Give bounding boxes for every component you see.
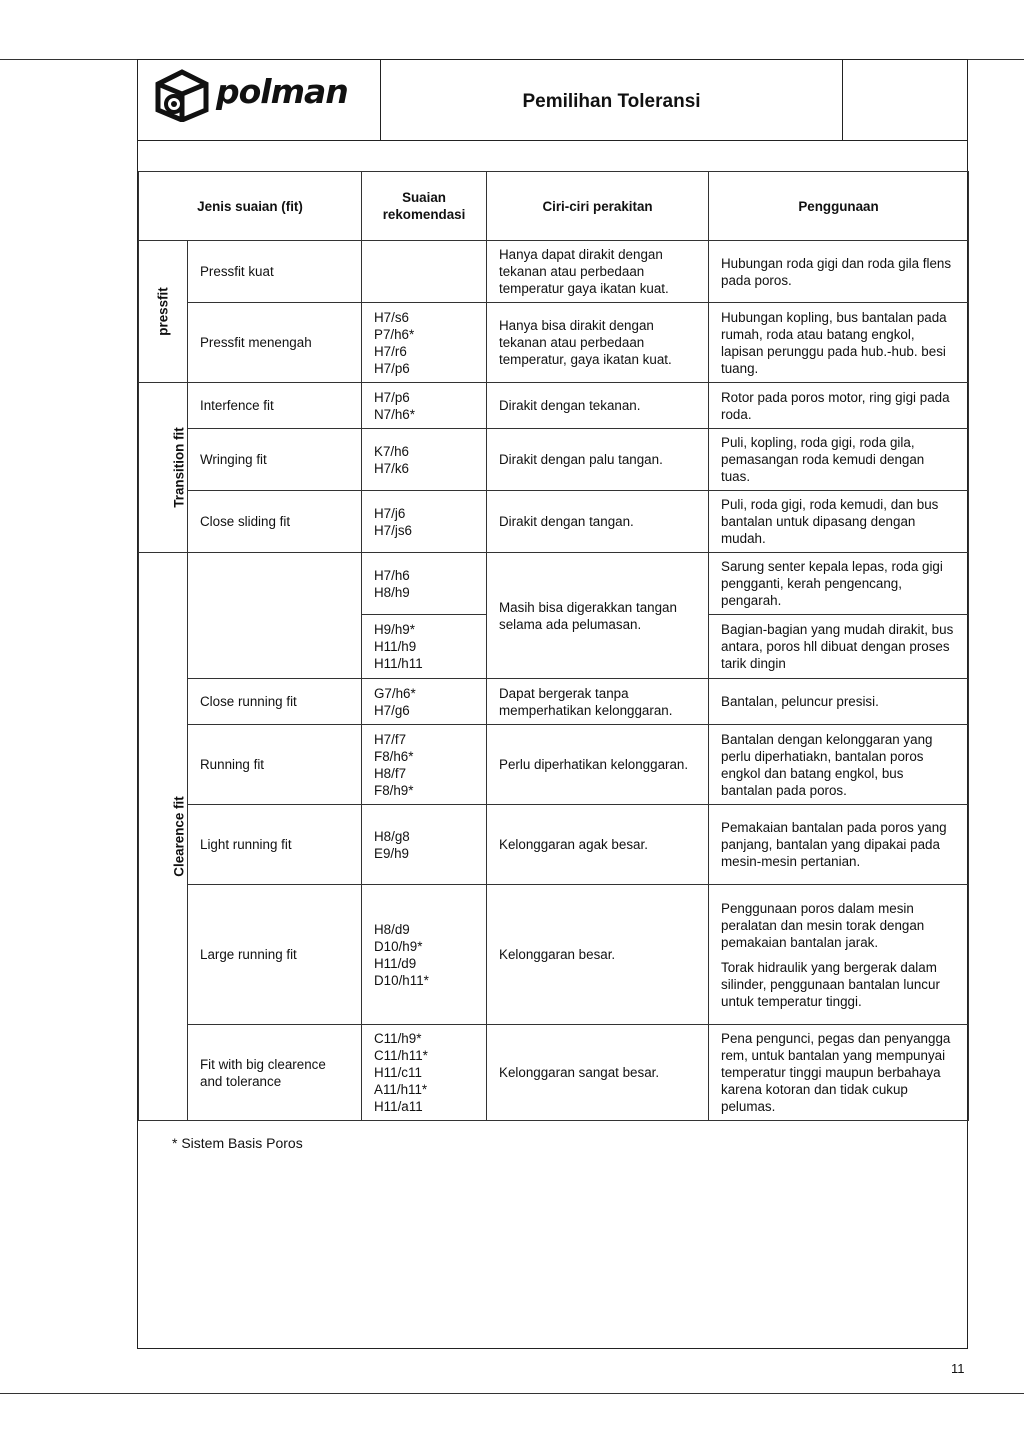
fit-code: C11/h9* [374, 1031, 422, 1046]
header-penggunaan: Penggunaan [709, 172, 969, 241]
fit-code: H11/h9 [374, 639, 417, 654]
fit-code: H8/d9 [374, 921, 410, 937]
fit-code: H11/a11 [374, 1099, 423, 1114]
fit-usage: Bagian-bagian yang mudah dirakit, bus antara, poros hll dibuat dengan proses tarik dingin [709, 615, 969, 679]
table-row [139, 491, 969, 553]
fit-codes [362, 429, 487, 491]
fit-codes [362, 615, 487, 679]
fit-code: H7/j6 [374, 505, 406, 521]
footnote: * Sistem Basis Poros [172, 1135, 303, 1151]
fit-name: Pressfit menengah [188, 303, 362, 383]
fit-usage: Puli, roda gigi, roda kemudi, dan bus bantalan untuk dipasang dengan mudah. [709, 491, 969, 553]
fit-name: Close sliding fit [188, 491, 362, 553]
page-number: 11 [951, 1361, 965, 1376]
fit-assembly: Dirakit dengan palu tangan. [487, 429, 709, 491]
fit-usage: Rotor pada poros motor, ring gigi pada roda. [709, 383, 969, 429]
fit-assembly: Dirakit dengan tekanan. [487, 383, 709, 429]
header-suaian: Suaian rekomendasi [362, 172, 487, 241]
header-jenis: Jenis suaian (fit) [139, 172, 362, 241]
group-label: Transition fit [171, 427, 187, 508]
fit-usage: Puli, kopling, roda gigi, roda gila, pemasangan roda kemudi dengan tuas. [709, 429, 969, 491]
table-row [139, 1025, 969, 1121]
fit-codes [362, 805, 487, 885]
fit-usage: Pena pengunci, pegas dan penyangga rem, untuk bantalan yang mempunyai temperatur tinggi maupun berbahaya karena kotoran dan tidak cukup pelumas. [709, 1025, 969, 1121]
fit-code: H8/h9 [374, 584, 410, 600]
fit-name: Wringing fit [188, 429, 362, 491]
fit-assembly: Kelonggaran agak besar. [487, 805, 709, 885]
fit-codes [362, 491, 487, 553]
fit-code: P7/h6* [374, 326, 415, 342]
fit-code: D10/h9* [374, 938, 423, 954]
fit-codes [362, 383, 487, 429]
fit-code: D10/h11* [374, 972, 429, 988]
fit-assembly: Perlu diperhatikan kelonggaran. [487, 725, 709, 805]
fit-usage: Hubungan roda gigi dan roda gila flens pada poros. [709, 241, 969, 303]
fit-assembly: Hanya bisa dirakit dengan tekanan atau perbedaan temperatur, gaya ikatan kuat. [487, 303, 709, 383]
fit-name: Fit with big clearence and tolerance [188, 1025, 362, 1121]
table-row [139, 885, 969, 1025]
fit-name: Large running fit [188, 885, 362, 1025]
fit-assembly: Dirakit dengan tangan. [487, 491, 709, 553]
fit-code: H7/g6 [374, 702, 410, 718]
fit-usage: Sarung senter kepala lepas, roda gigi pengganti, kerah pengencang, pengarah. [709, 553, 969, 615]
fit-codes [362, 725, 487, 805]
fit-name: Pressfit kuat [188, 241, 362, 303]
fit-codes [362, 241, 487, 303]
fit-code: H9/h9* [374, 622, 415, 637]
table-row [139, 725, 969, 805]
fit-code: H7/f7 [374, 731, 407, 747]
fit-code: H11/d9 [374, 955, 417, 971]
fit-usage: Bantalan dengan kelonggaran yang perlu diperhatiakn, bantalan poros engkol dan batang engkol, bus bantalan pada poros. [709, 725, 969, 805]
fit-code: H7/h6 [374, 567, 410, 583]
table-row [139, 383, 969, 429]
fit-assembly: Kelonggaran besar. [487, 885, 709, 1025]
fit-name: Light running fit [188, 805, 362, 885]
fit-name [188, 553, 362, 679]
fit-code: H7/k6 [374, 460, 409, 476]
fit-code: E9/h9 [374, 845, 410, 861]
fit-name: Interfence fit [188, 383, 362, 429]
fit-code: N7/h6* [374, 406, 415, 422]
header-divider [137, 140, 968, 141]
bottom-rule [0, 1393, 1024, 1394]
fit-code: F8/h6* [374, 748, 414, 764]
fit-usage: Hubungan kopling, bus bantalan pada rumah, roda atau batang engkol, lapisan perunggu pada hub.-hub. besi tuang. [709, 303, 969, 383]
fit-code: K7/h6 [374, 443, 410, 459]
group-pressfit [139, 241, 188, 383]
table-header-row [139, 172, 969, 241]
fit-assembly: Hanya dapat dirakit dengan tekanan atau perbedaan temperatur gaya ikatan kuat. [487, 241, 709, 303]
fit-code: C11/h11* [374, 1048, 428, 1063]
usage-paragraph: Torak hidraulik yang bergerak dalam silinder, penggunaan bantalan luncur untuk temperatur tinggi. [721, 959, 940, 1009]
group-label: Clearence fit [171, 796, 187, 877]
fit-codes [362, 885, 487, 1025]
table-row [139, 679, 969, 725]
fit-codes [362, 303, 487, 383]
fit-assembly: Masih bisa digerakkan tangan selama ada pelumasan. [487, 553, 709, 679]
fit-codes [362, 1025, 487, 1121]
fit-code: H8/g8 [374, 828, 410, 844]
usage-paragraph: Penggunaan poros dalam mesin peralatan dan mesin torak dengan pemakaian bantalan jarak. [721, 900, 925, 950]
table-row [139, 429, 969, 491]
table-row [139, 241, 969, 303]
fit-code: H7/js6 [374, 522, 412, 538]
fit-name: Close running fit [188, 679, 362, 725]
fit-code: H7/r6 [374, 343, 407, 359]
fit-codes [362, 679, 487, 725]
fit-usage: Bantalan, peluncur presisi. [709, 679, 969, 725]
fit-code: F8/h9* [374, 782, 414, 798]
tolerance-table [138, 171, 969, 1121]
fit-name: Running fit [188, 725, 362, 805]
fit-code: H11/c11 [374, 1065, 422, 1080]
fit-code: A11/h11* [374, 1082, 428, 1097]
table-row [139, 805, 969, 885]
page-title: Pemilihan Toleransi [381, 59, 843, 141]
group-transition [139, 383, 188, 553]
fit-usage: Pemakaian bantalan pada poros yang panjang, bantalan yang dipakai pada mesin-mesin pertanian. [709, 805, 969, 885]
fit-codes [362, 553, 487, 615]
fit-assembly: Dapat bergerak tanpa memperhatikan kelonggaran. [487, 679, 709, 725]
table-row [139, 303, 969, 383]
fit-code: G7/h6* [374, 685, 416, 701]
group-clearence [139, 553, 188, 1121]
fit-usage [709, 885, 969, 1025]
table-row [139, 553, 969, 615]
fit-code: H11/h11 [374, 656, 423, 671]
fit-code: H7/s6 [374, 309, 409, 325]
fit-code: H7/p6 [374, 360, 410, 376]
fit-code: H7/p6 [374, 389, 410, 405]
fit-code: H8/f7 [374, 765, 407, 781]
header-blank-cell [843, 59, 968, 141]
logo-wordmark: polman [216, 72, 348, 111]
fit-assembly: Kelonggaran sangat besar. [487, 1025, 709, 1121]
group-label: pressfit [155, 287, 171, 336]
header-ciri: Ciri-ciri perakitan [487, 172, 709, 241]
